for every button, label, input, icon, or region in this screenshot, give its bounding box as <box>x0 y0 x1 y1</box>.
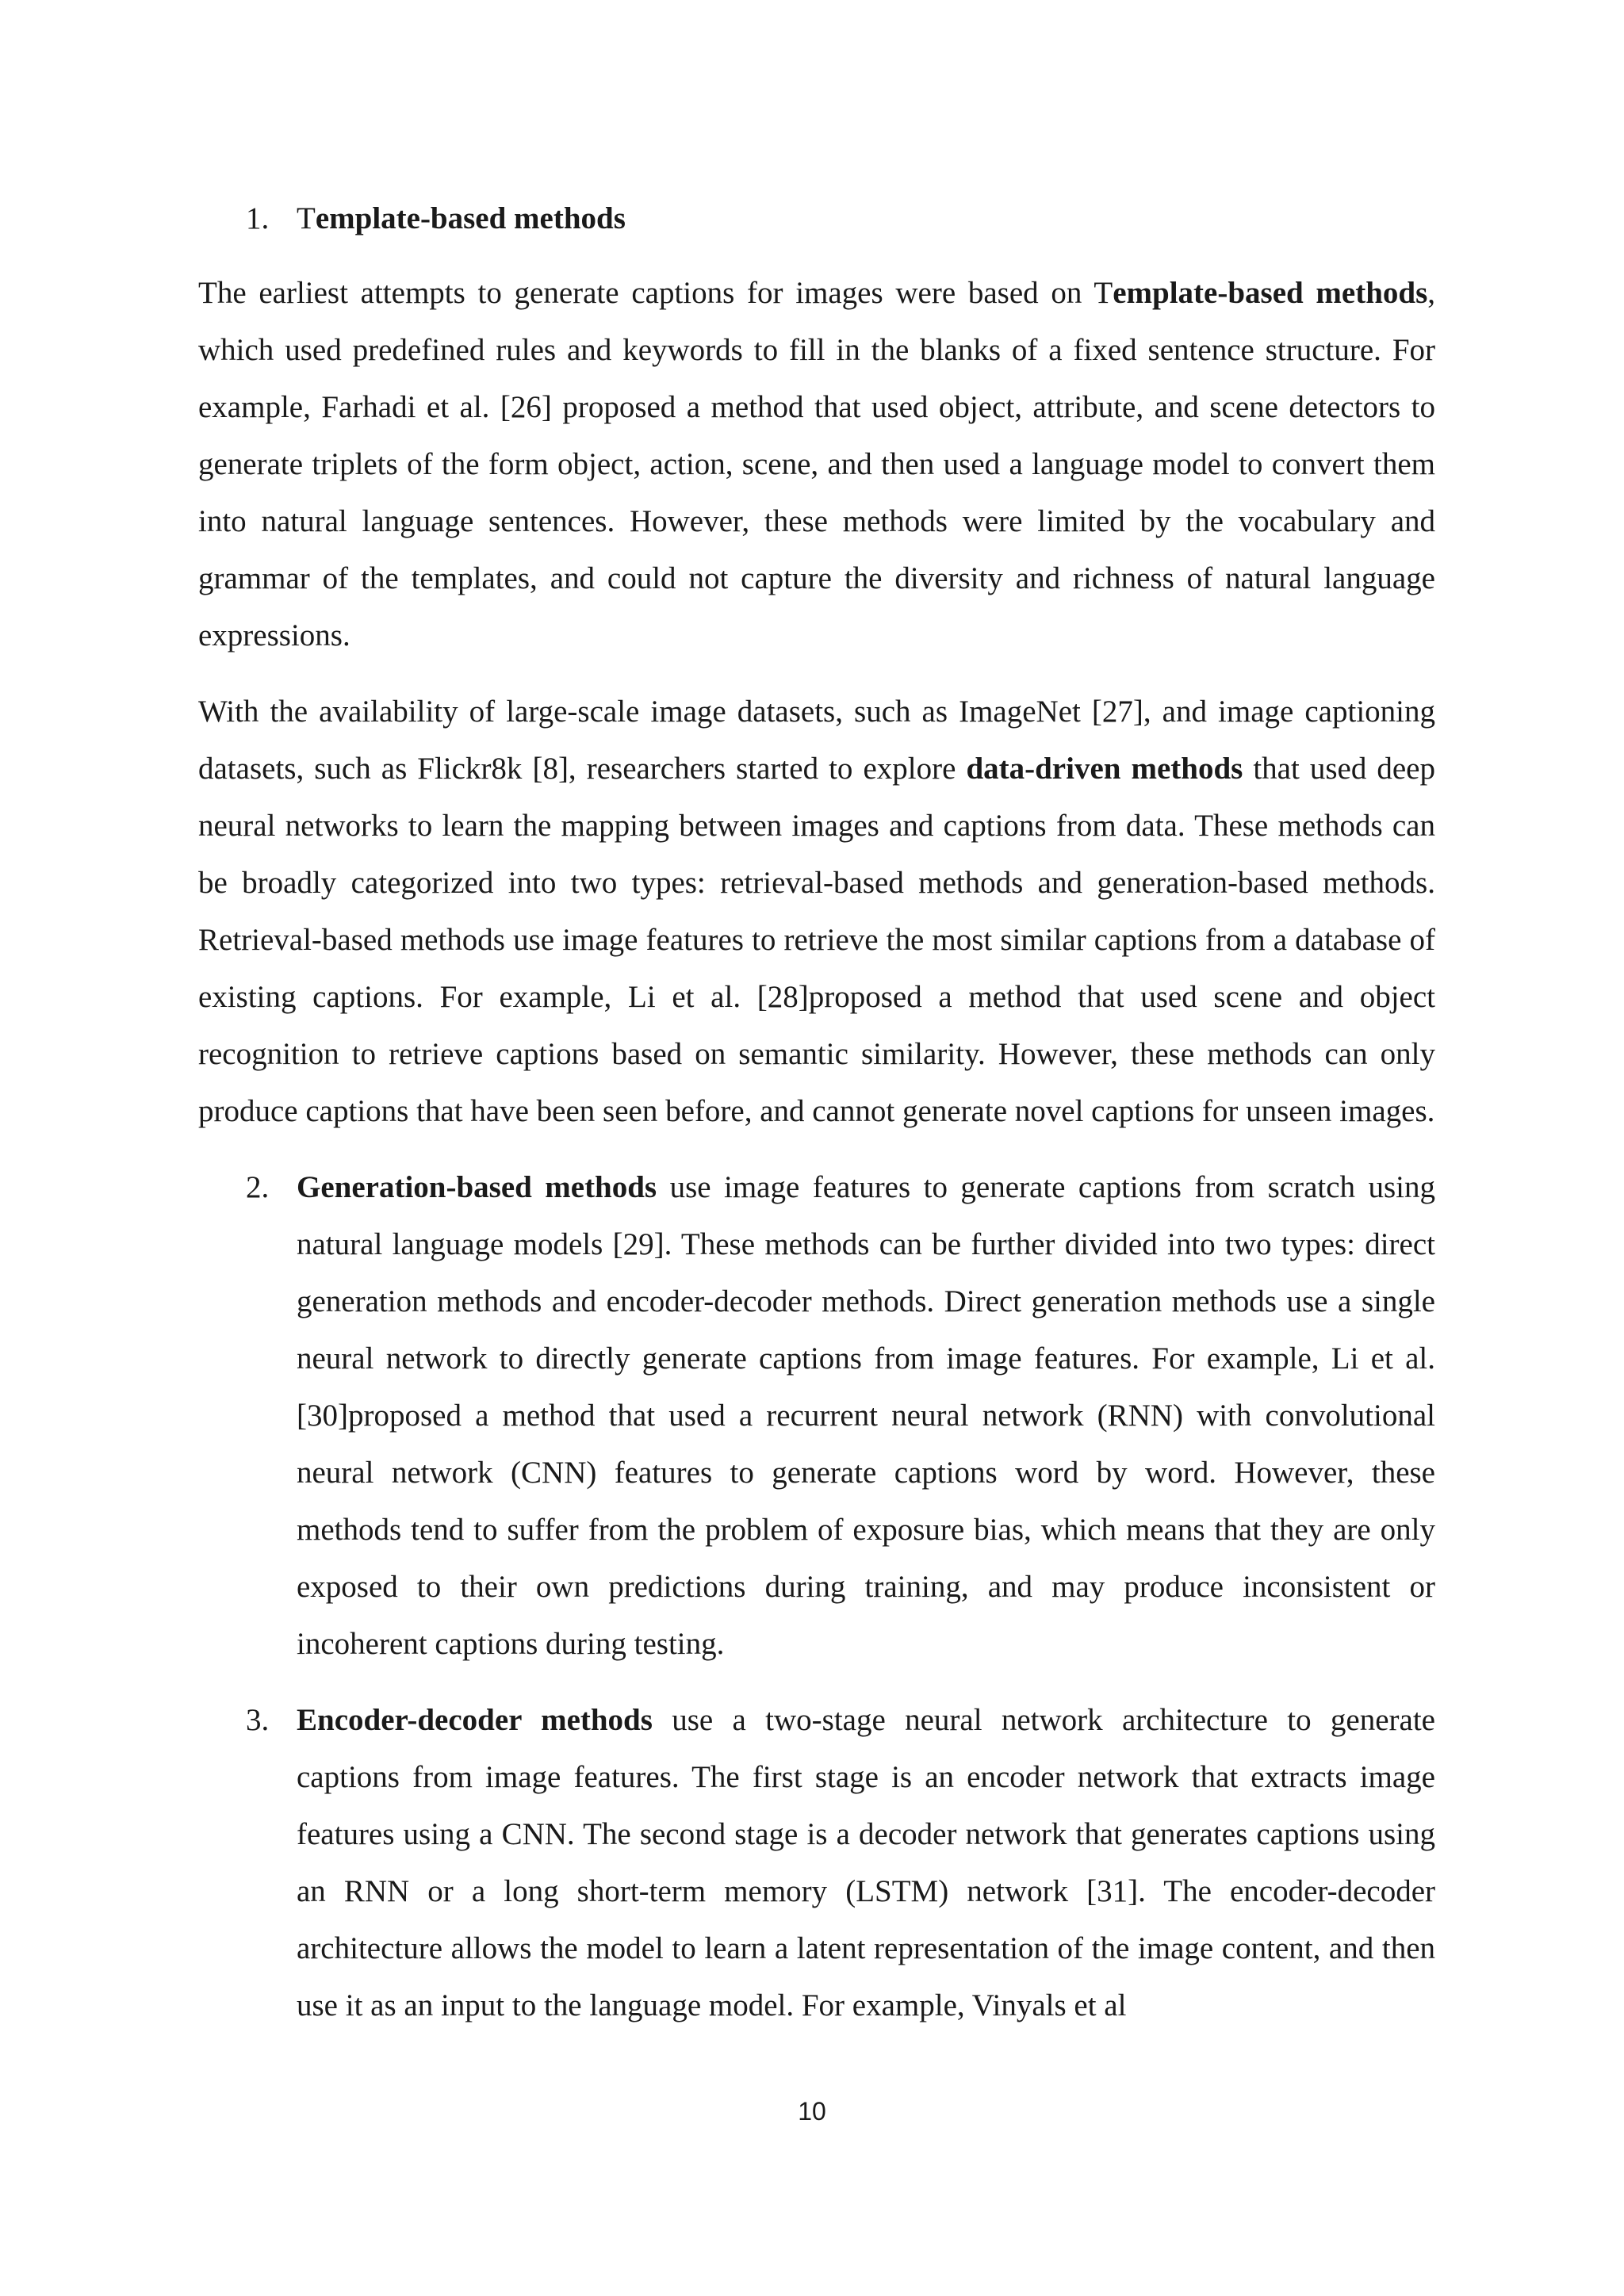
section-heading <box>246 190 1435 247</box>
section-title-initial: T <box>297 201 316 235</box>
page-number: 10 <box>798 2097 826 2126</box>
para2-text-end: that used deep neural networks to learn the mapping between images and captions from data. These methods can be broadly categorized into two types: retrieval-based methods and generation-based methods. Retrieval-based methods use image features to retrieve the most similar captions from a database of existing captions. For example, Li et al. [28]proposed a method that used scene and object recognition to retrieve captions based on semantic similarity. However, these methods can only produce captions that have been seen before, and cannot generate novel captions for unseen images. <box>198 752 1435 1128</box>
para1-bold-term: emplate-based methods <box>1113 276 1428 310</box>
list-number: 2. <box>246 1170 270 1204</box>
section-title <box>297 190 626 247</box>
para2-text-start: With the availability of large-scale image datasets, such as ImageNet [27], and image captioning datasets, such as Flickr8k [8], researchers started to explore <box>198 695 1435 786</box>
paragraph-template-methods <box>198 265 1435 664</box>
section-title-bold: emplate-based methods <box>315 201 626 235</box>
document-page <box>198 190 1435 2053</box>
para1-text-end: , which used predefined rules and keywords to fill in the blanks of a fixed sentence structure. For example, Farhadi et al. [26] proposed a method that used object, attribute, and scene detectors to generate triplets of the form object, action, scene, and then used a language model to convert them into natural language sentences. However, these methods were limited by the vocabulary and grammar of the templates, and could not capture the diversity and richness of natural language expressions. <box>198 276 1435 652</box>
list-item-bold-term: Encoder-decoder methods <box>297 1703 653 1737</box>
para2-bold-term: data-driven methods <box>966 752 1243 786</box>
section-number: 1. <box>246 201 270 235</box>
list-item-generation-based <box>198 1159 1435 1673</box>
list-item-text: use a two-stage neural network architecture to generate captions from image features. The first stage is an encoder network that extracts image features using a CNN. The second stage is a decoder network that generates captions using an RNN or a long short-term memory (LSTM) network [31]. The encoder-decoder architecture allows the model to learn a latent representation of the image content, and then use it as an input to the language model. For example, Vinyals et al <box>297 1703 1435 2022</box>
list-item-bold-term: Generation-based methods <box>297 1170 657 1204</box>
list-number: 3. <box>246 1703 270 1737</box>
list-item-text: use image features to generate captions from scratch using natural language models [29]. These methods can be further divided into two types: direct generation methods and encoder-decoder methods. Direct generation methods use a single neural network to directly generate captions from image features. For example, Li et al. [30]proposed a method that used a recurrent neural network (RNN) with convolutional neural network (CNN) features to generate captions word by word. However, these methods tend to suffer from the problem of exposure bias, which means that they are only exposed to their own predictions during training, and may produce inconsistent or incoherent captions during testing. <box>297 1170 1435 1661</box>
paragraph-data-driven-methods <box>198 683 1435 1140</box>
list-item-encoder-decoder <box>198 1692 1435 2034</box>
para1-text-start: The earliest attempts to generate captions for images were based on T <box>198 276 1113 310</box>
